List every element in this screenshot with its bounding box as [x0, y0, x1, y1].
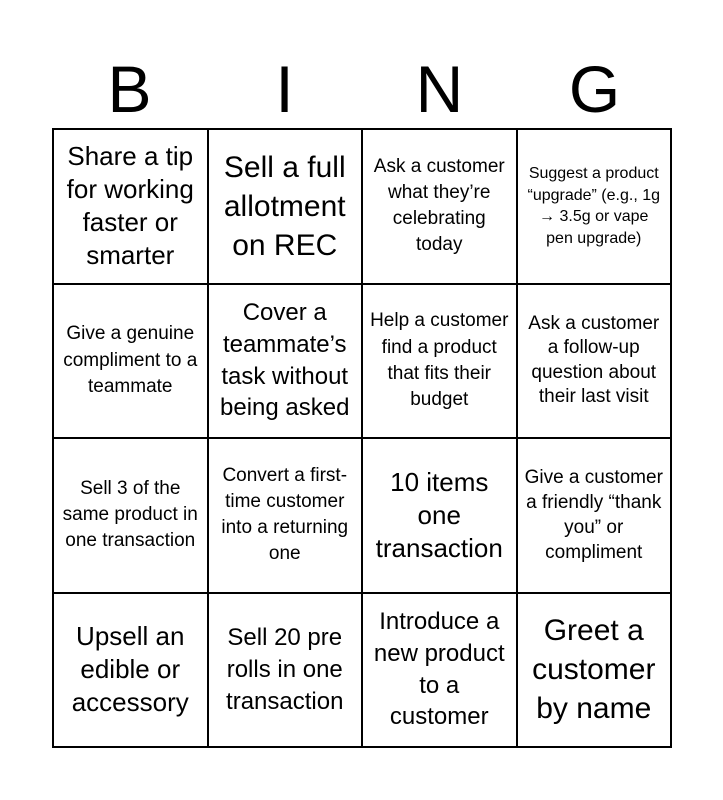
bingo-cell-text: Introduce a new product to a customer: [373, 608, 505, 731]
bingo-cell-r2-c4[interactable]: [518, 285, 673, 440]
bingo-cell-text: Sell 20 pre rolls in one transaction: [226, 624, 344, 715]
bingo-cell-r2-c2[interactable]: [209, 285, 364, 440]
bingo-cell-r3-c2[interactable]: [209, 439, 364, 594]
bingo-cell-text: Greet a customer by name: [532, 614, 656, 726]
bingo-cell-text: Suggest a product “upgrade” (e.g., 1g → 3.5g or vape pen upgrade): [527, 165, 661, 247]
bingo-cell-r4-c3[interactable]: [363, 594, 518, 749]
bingo-cell-text: Cover a teammate’s task without being asked: [220, 299, 350, 422]
bingo-cell-r1-c3[interactable]: [363, 130, 518, 285]
header-letter-g: G: [568, 52, 621, 126]
bingo-cell-r3-c3[interactable]: [363, 439, 518, 594]
bingo-cell-r1-c4[interactable]: [518, 130, 673, 285]
bingo-cell-r2-c1[interactable]: [54, 285, 209, 440]
bingo-header: [52, 50, 672, 128]
header-letter-b: B: [107, 52, 152, 126]
header-letter-n: N: [415, 52, 464, 126]
bingo-cell-r3-c1[interactable]: [54, 439, 209, 594]
bingo-cell-r2-c3[interactable]: [363, 285, 518, 440]
bingo-cell-r4-c1[interactable]: [54, 594, 209, 749]
bingo-cell-r4-c2[interactable]: [209, 594, 364, 749]
bingo-cell-text: Upsell an edible or accessory: [71, 621, 189, 718]
bingo-cell-text: Give a customer a friendly “thank you” or compliment: [524, 467, 663, 564]
bingo-cell-r1-c2[interactable]: [209, 130, 364, 285]
bingo-cell-text: Ask a customer what they’re celebrating today: [373, 155, 505, 256]
bingo-cell-text: Sell 3 of the same product in one transaction: [62, 477, 198, 552]
bingo-cell-text: Sell a full allotment on REC: [223, 150, 346, 262]
header-letter-i: I: [275, 52, 294, 126]
bingo-cell-text: Help a customer find a product that fits their budget: [370, 310, 509, 410]
bingo-cell-text: Convert a first-time customer into a returning one: [221, 464, 349, 565]
bingo-cell-text: 10 items one transaction: [375, 466, 503, 563]
bingo-board: [52, 128, 672, 748]
bingo-cell-r3-c4[interactable]: [518, 439, 673, 594]
bingo-cell-text: Share a tip for working faster or smarter: [66, 141, 194, 271]
bingo-cell-r1-c1[interactable]: [54, 130, 209, 285]
bingo-cell-text: Ask a customer a follow-up question about their last visit: [528, 313, 660, 408]
bingo-cell-text: Give a genuine compliment to a teammate: [63, 323, 198, 397]
bingo-cell-r4-c4[interactable]: [518, 594, 673, 749]
